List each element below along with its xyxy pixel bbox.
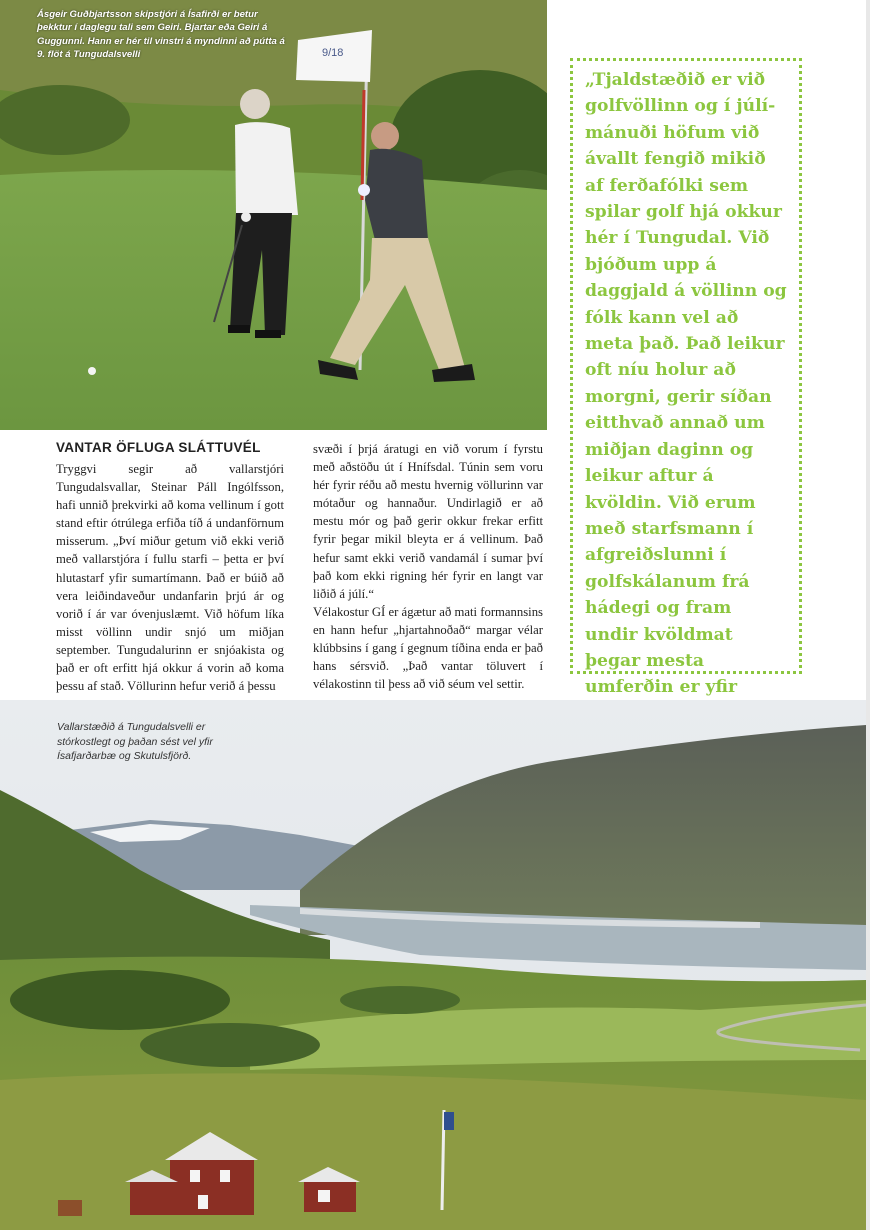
page-edge xyxy=(866,0,870,1230)
golfers-photo xyxy=(0,0,547,430)
valley-photo-illustration xyxy=(0,700,866,1230)
pull-quote: „Tjaldstæðið er við golfvöllinn og í júlí-mánuði höfum við ávallt fengið mikið af ferðafólki sem spilar golf hjá okkur hér í Tungudal. Við bjóðum upp á daggjald á völlinn og fólk kann vel að meta það. Það leikur oft níu holur að morgni, gerir síðan eitthvað annað um miðjan daginn og leikur aftur á kvöldin. Við erum með starfsmann í afgreiðslunni í golfskálanum frá hádegi og fram undir kvöldmat þegar mesta umferðin er yfir xyxy=(585,70,787,698)
article-paragraph: Tryggvi segir að vallarstjóri Tungudalsvallar, Steinar Páll Ingólfsson, hafi unnið þrekvirki að koma vellinum í gott stand eftir ótrúlega erfiða tíð á undanförnum misserum. „Því miður getum við ekki verið með vallarstjóra í fullu starfi – þetta er því hlutastarf yfir sumartímann. Það er búið að vera leiðindaveður undanfarin þrjú ár og vorið í ár var óvenjuslæmt. Við höfum líka misst völlinn undir snjó um miðjan september. Tungudalurinn er snjóakista og það er oft erfitt hjá okkur á vorin að koma þessu af stað. Völlurinn hefur verið á þessu xyxy=(56,462,284,694)
section-heading: VANTAR ÖFLUGA SLÁTTUVÉL xyxy=(56,440,261,455)
top-photo-caption: Ásgeir Guðbjartsson skipstjóri á Ísafirði er betur þekktur í daglegu tali sem Geiri. Bjartar eða Geiri á Guggunni. Hann er hér til vinstri á myndinni að pútta á 9. flöt á Tungudalsvelli xyxy=(37,9,285,61)
article-paragraph: svæði í þrjá áratugi en við vorum í fyrstu með aðstöðu út í Hnífsdal. Túnin sem voru hér fyrir réðu að mestu hvernig völlurinn var mótaður og hannaður. Undirlagið er að mestu mór og það gerir okkur frekar erfitt fyrir þegar mikil bleyta er á vellinum. Það hefur samt ekki verið vandamál í sumar því það kom ekki rigning hér fyrir en langt var liðið á júlí.“ xyxy=(313,442,543,601)
flag-label: 9/18 xyxy=(322,47,344,59)
article-paragraph: Vélakostur GÍ er ágætur að mati formannsins en hann hefur „hjartahnoðað“ margar vélar klúbbsins í gang í gegnum tíðina enda er það hans sérsvið. „Það vantar töluvert í vélakostinn til þess að við séum vel settir. xyxy=(313,604,543,692)
article-column-1 xyxy=(56,460,284,695)
golfers-photo-illustration xyxy=(0,0,547,430)
valley-photo xyxy=(0,700,866,1230)
bottom-photo-caption: Vallarstæðið á Tungudalsvelli er stórkostlegt og þaðan sést vel yfir Ísafjarðarbæ og Skutulsfjörð. xyxy=(57,721,213,763)
pull-quote-box xyxy=(570,58,802,698)
article-column-2 xyxy=(313,440,543,693)
